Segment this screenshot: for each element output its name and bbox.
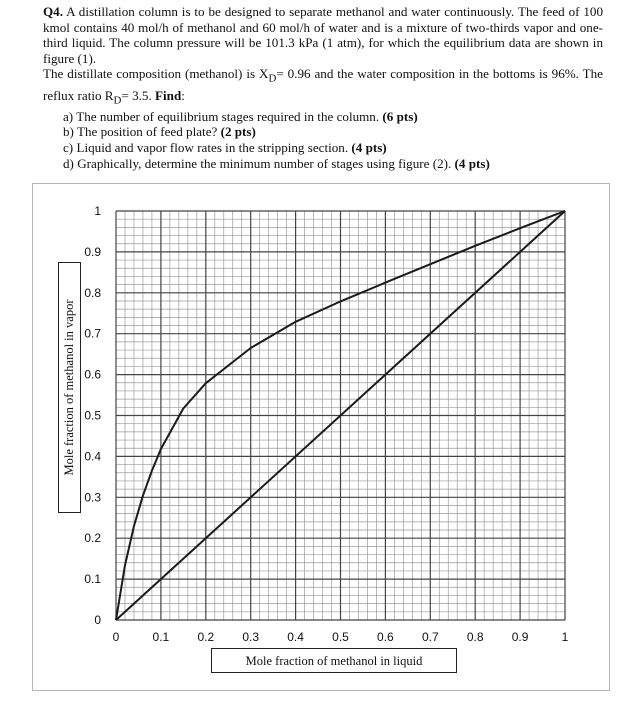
find-colon: : <box>181 87 185 103</box>
y-tick-label: 0 <box>94 613 101 627</box>
x-tick-label: 0 <box>112 630 120 644</box>
y-tick-label: 1 <box>94 204 101 218</box>
item-text: Graphically, determine the minimum number of stages using figure (2). <box>77 155 452 171</box>
x-axis-label: Mole fraction of methanol in liquid <box>245 654 423 668</box>
x-tick-label: 0.2 <box>197 630 215 644</box>
chart-frame <box>33 184 610 691</box>
reflux-sub: D <box>113 94 122 107</box>
y-tick-label: 0.7 <box>84 326 101 341</box>
item-prefix: c) <box>63 139 74 155</box>
reflux-value: = 3.5. <box>121 87 152 103</box>
item-points: (6 pts) <box>382 108 418 124</box>
item-points: (2 pts) <box>220 124 256 140</box>
y-tick-label: 0.4 <box>84 449 101 464</box>
intro-text: A distillation column is to be designed to separate methanol and water continuously. The feed of 100 kmol contains 40 mol/h of methanol and 60 mol/h of water and is a mixture of two-thirds vapor and one-third liquid. The column pressure will be 101.3 kPa (1 atm), for which the equilibrium data are shown in figure (1). <box>43 4 603 66</box>
y-tick-label: 0.9 <box>84 244 101 259</box>
distillate-mid: = 0.96 and the water composition in the bottoms is 96%. The reflux ratio R <box>43 66 603 103</box>
x-tick-label: 0.4 <box>287 630 304 644</box>
y-tick-label: 0.1 <box>84 572 101 587</box>
x-tick-label: 0.7 <box>421 630 439 644</box>
x-tick-label: 0.5 <box>332 630 349 644</box>
y-tick-label: 0.6 <box>84 367 101 382</box>
item-prefix: a) <box>63 108 74 124</box>
y-tick-label: 0.8 <box>84 285 101 300</box>
item-points: (4 pts) <box>351 139 387 155</box>
x-tick-label: 1 <box>561 630 569 644</box>
y-axis-label: Mole fraction of methanol in vapor <box>62 299 76 476</box>
x-tick-label: 0.6 <box>377 630 394 644</box>
y-tick-label: 0.2 <box>84 531 101 546</box>
x-tick-label: 0.1 <box>152 630 170 644</box>
question-number: Q4. <box>43 4 64 19</box>
x-tick-label: 0.3 <box>242 630 260 644</box>
x-tick-label: 0.9 <box>511 630 529 644</box>
item-prefix: b) <box>63 124 74 140</box>
item-text: The number of equilibrium stages required in the column. <box>76 108 380 124</box>
y-tick-label: 0.5 <box>84 408 101 423</box>
item-text: The position of feed plate? <box>76 124 218 140</box>
distillate-prefix: The distillate composition (methanol) is X <box>43 66 269 82</box>
item-points: (4 pts) <box>454 155 490 171</box>
y-tick-label: 0.3 <box>84 490 101 505</box>
distillate-sub: D <box>268 72 277 85</box>
find-label: Find <box>155 87 182 103</box>
x-tick-label: 0.8 <box>466 630 484 644</box>
item-prefix: d) <box>63 155 74 171</box>
item-text: Liquid and vapor flow rates in the stripping section. <box>76 139 349 155</box>
